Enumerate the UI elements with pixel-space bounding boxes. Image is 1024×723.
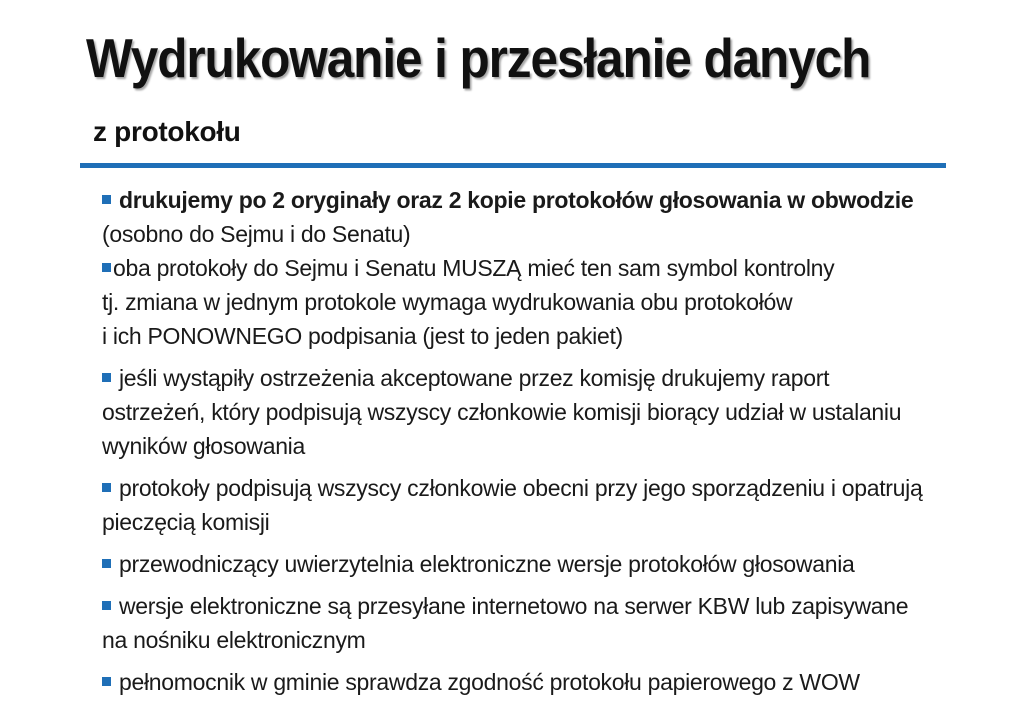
bullet-text: drukujemy po 2 oryginały oraz 2 kopie protokołów głosowania w obwodzie xyxy=(119,187,914,213)
slide-subtitle: z protokołu xyxy=(93,116,241,147)
bullet-item xyxy=(102,183,982,251)
bullet-text: wyników głosowania xyxy=(102,433,305,459)
title-divider xyxy=(80,163,946,168)
bullet-text: i ich PONOWNEGO podpisania (jest to jeden pakiet) xyxy=(102,323,623,349)
bullet-text: pieczęcią komisji xyxy=(102,509,270,535)
bullet-item xyxy=(102,251,982,353)
bullet-text: tj. zmiana w jednym protokole wymaga wydrukowania obu protokołów xyxy=(102,289,793,315)
bullet-text: protokoły podpisują wszyscy członkowie obecni przy jego sporządzeniu i opatrują xyxy=(119,475,923,501)
square-bullet-icon xyxy=(102,601,111,610)
bullet-item xyxy=(102,361,982,463)
bullet-list xyxy=(102,183,982,699)
bullet-text: ostrzeżeń, który podpisują wszyscy członkowie komisji biorący udział w ustalaniu xyxy=(102,399,902,425)
bullet-text: wersje elektroniczne są przesyłane internetowo na serwer KBW lub zapisywane xyxy=(119,593,909,619)
bullet-text: jeśli wystąpiły ostrzeżenia akceptowane przez komisję drukujemy raport xyxy=(119,365,830,391)
square-bullet-icon xyxy=(102,483,111,492)
square-bullet-icon xyxy=(102,559,111,568)
square-bullet-icon xyxy=(102,677,111,686)
bullet-item xyxy=(102,665,982,699)
bullet-item xyxy=(102,471,982,539)
square-bullet-icon xyxy=(102,373,111,382)
square-bullet-icon xyxy=(102,195,111,204)
square-bullet-icon xyxy=(102,263,111,272)
bullet-text: pełnomocnik w gminie sprawdza zgodność protokołu papierowego z WOW xyxy=(119,669,860,695)
bullet-item xyxy=(102,589,982,657)
bullet-text: (osobno do Sejmu i do Senatu) xyxy=(102,221,411,247)
bullet-text: oba protokoły do Sejmu i Senatu MUSZĄ mieć ten sam symbol kontrolny xyxy=(113,255,835,281)
slide-title: Wydrukowanie i przesłanie danych xyxy=(86,27,871,89)
bullet-item xyxy=(102,547,982,581)
bullet-text: przewodniczący uwierzytelnia elektroniczne wersje protokołów głosowania xyxy=(119,551,855,577)
bullet-text: na nośniku elektronicznym xyxy=(102,627,366,653)
